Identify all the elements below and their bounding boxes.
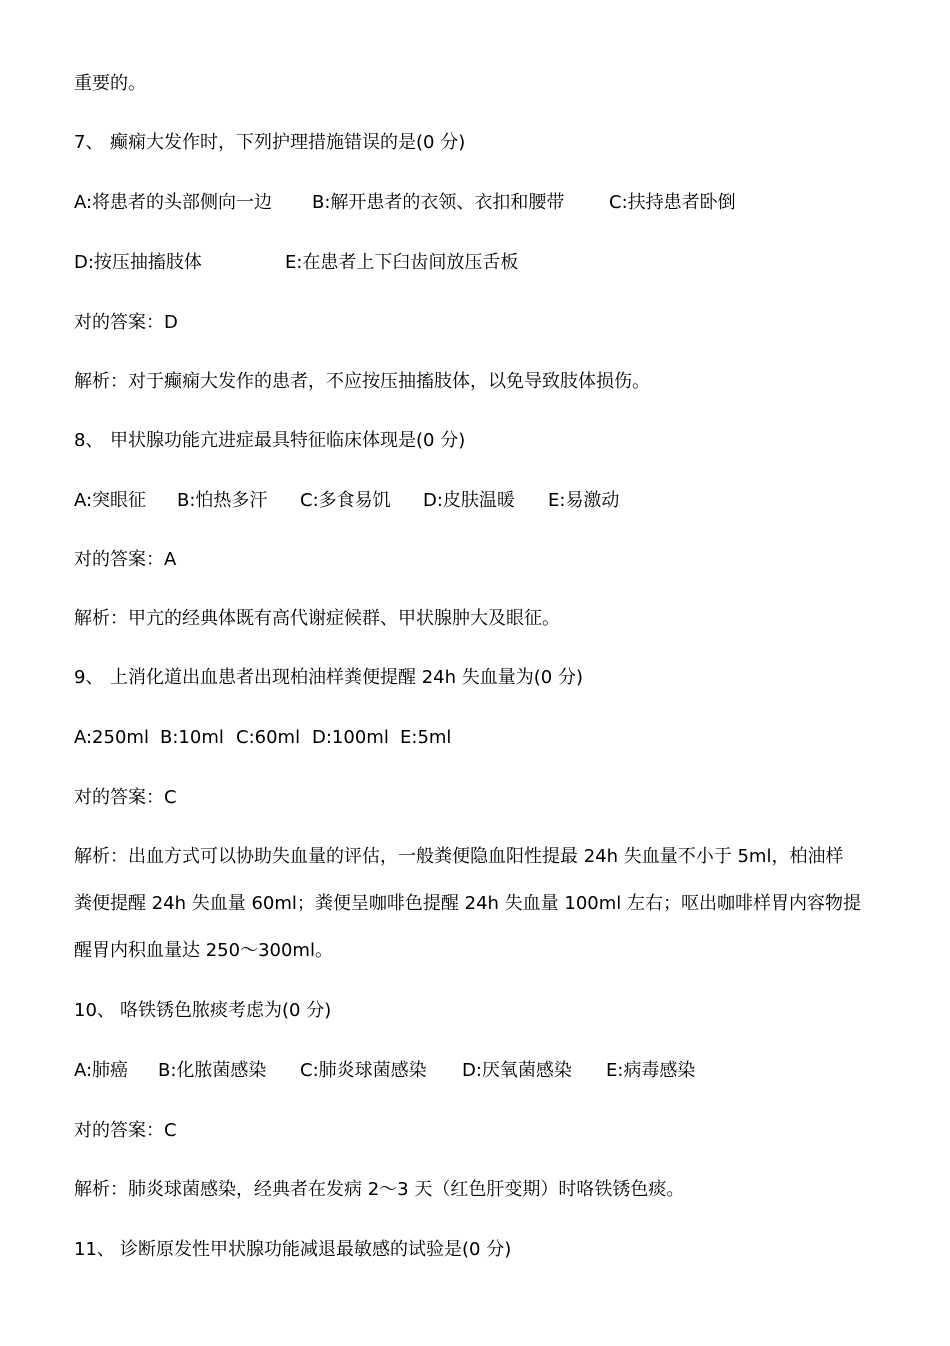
question-7-analysis: 解析：对于癫痫大发作的患者，不应按压抽搐肢体，以免导致肢体损伤。 <box>74 371 650 392</box>
option-e: E:5ml <box>400 727 452 748</box>
option-c: C:多食易饥 <box>300 490 391 511</box>
question-8-analysis: 解析：甲亢的经典体既有高代谢症候群、甲状腺肿大及眼征。 <box>74 608 560 629</box>
option-a: A:肺癌 <box>74 1060 129 1081</box>
option-c: C:肺炎球菌感染 <box>300 1060 427 1081</box>
option-d: D:厌氧菌感染 <box>462 1060 572 1081</box>
question-7 <box>74 131 465 155</box>
question-10-answer: 对的答案：C <box>74 1120 177 1141</box>
option-e: E:在患者上下臼齿间放压舌板 <box>285 252 519 273</box>
question-number: 7、 <box>74 132 104 153</box>
intro-text: 重要的。 <box>74 73 146 94</box>
option-c: C:60ml <box>236 727 301 748</box>
question-9 <box>74 666 583 690</box>
question-number: 9、 <box>74 667 104 688</box>
option-e: E:病毒感染 <box>606 1060 696 1081</box>
question-text: 甲状腺功能亢进症最具特征临床体现是(0 分) <box>110 430 466 451</box>
option-a: A:突眼征 <box>74 490 147 511</box>
question-9-analysis-line-3: 醒胃内积血量达 250～300ml。 <box>74 940 333 961</box>
question-7-answer: 对的答案：D <box>74 312 178 333</box>
question-number: 10、 <box>74 1000 115 1021</box>
option-b: B:化脓菌感染 <box>158 1060 267 1081</box>
question-text: 上消化道出血患者出现柏油样粪便提醒 24h 失血量为(0 分) <box>110 667 583 688</box>
question-text: 咯铁锈色脓痰考虑为(0 分) <box>120 1000 332 1021</box>
option-d: D:100ml <box>312 727 389 748</box>
option-e: E:易激动 <box>548 490 620 511</box>
question-number: 8、 <box>74 430 104 451</box>
option-a: A:将患者的头部侧向一边 <box>74 192 273 213</box>
option-b: B:10ml <box>160 727 224 748</box>
option-a: A:250ml <box>74 727 149 748</box>
question-number: 11、 <box>74 1239 115 1260</box>
question-text: 诊断原发性甲状腺功能减退最敏感的试验是(0 分) <box>120 1239 512 1260</box>
question-9-answer: 对的答案：C <box>74 787 177 808</box>
question-11 <box>74 1238 511 1262</box>
option-c: C:扶持患者卧倒 <box>609 192 736 213</box>
question-text: 癫痫大发作时，下列护理措施错误的是(0 分) <box>110 132 466 153</box>
question-8 <box>74 429 465 453</box>
question-9-analysis-line-1: 解析：出血方式可以协助失血量的评估，一般粪便隐血阳性提最 24h 失血量不小于 5ml，柏油样 <box>74 846 844 867</box>
option-b: B:怕热多汗 <box>177 490 268 511</box>
question-10 <box>74 999 331 1023</box>
option-d: D:皮肤温暖 <box>423 490 515 511</box>
question-10-analysis: 解析：肺炎球菌感染，经典者在发病 2～3 天（红色肝变期）时咯铁锈色痰。 <box>74 1179 685 1200</box>
option-b: B:解开患者的衣领、衣扣和腰带 <box>312 192 565 213</box>
option-d: D:按压抽搐肢体 <box>74 252 202 273</box>
question-9-analysis-line-2: 粪便提醒 24h 失血量 60ml；粪便呈咖啡色提醒 24h 失血量 100ml 左右；呕出咖啡样胃内容物提 <box>74 893 862 914</box>
question-8-answer: 对的答案：A <box>74 549 177 570</box>
